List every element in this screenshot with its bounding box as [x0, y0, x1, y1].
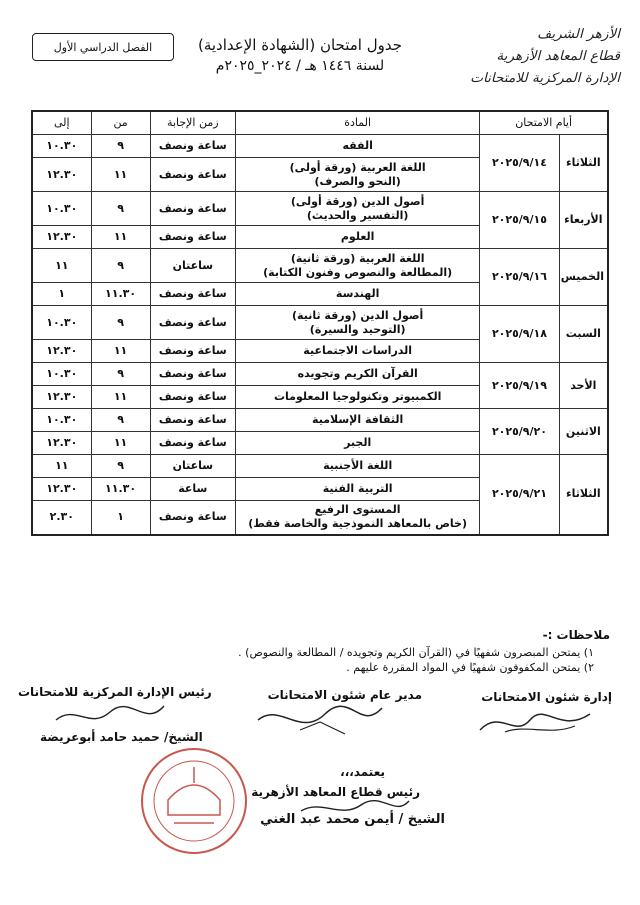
exam-start: ٩: [91, 455, 150, 478]
header-subject: المادة: [236, 111, 480, 135]
exam-start: ٩: [91, 249, 150, 283]
table-body: [32, 135, 608, 535]
document-header: [20, 18, 620, 100]
exam-duration: ساعة: [150, 478, 235, 501]
org-line-1: الأزهر الشريف: [537, 27, 620, 42]
official-seal-stamp: [138, 745, 250, 857]
exam-end: ١٢.٣٠: [32, 158, 91, 192]
exam-end: ١١: [32, 455, 91, 478]
exam-start: ١: [91, 501, 150, 535]
signature-head-name: الشيخ/ حميد حامد أبوعريضة: [40, 730, 203, 744]
exam-start: ١١.٣٠: [91, 478, 150, 501]
exam-end: ١٠.٣٠: [32, 135, 91, 158]
exam-date: ٢٠٢٥/٩/١٥: [480, 192, 559, 249]
exam-subject: الهندسة: [236, 283, 480, 306]
exam-subject: الدراسات الاجتماعية: [236, 340, 480, 363]
exam-start: ١١: [91, 386, 150, 409]
table-row: [32, 455, 608, 478]
exam-date: ٢٠٢٥/٩/١٤: [480, 135, 559, 192]
semester-label: الفصل الدراسي الأول: [32, 33, 174, 61]
azhar-letterhead-logo: [470, 24, 620, 94]
exam-start: ٩: [91, 192, 150, 226]
signature-gm-label: مدير عام شئون الامتحانات: [267, 688, 422, 702]
exam-duration: ساعة ونصف: [150, 409, 235, 432]
exam-end: ١٢.٣٠: [32, 340, 91, 363]
exam-start: ١١: [91, 340, 150, 363]
exam-duration: ساعة ونصف: [150, 501, 235, 535]
exam-date: ٢٠٢٥/٩/٢٠: [480, 409, 559, 455]
exam-duration: ساعة ونصف: [150, 192, 235, 226]
exam-end: ١٠.٣٠: [32, 409, 91, 432]
exam-end: ١٠.٣٠: [32, 363, 91, 386]
signature-exam-affairs-mark: [470, 704, 600, 740]
table-header-row: [32, 111, 608, 135]
exam-duration: ساعة ونصف: [150, 306, 235, 340]
header-from: من: [91, 111, 150, 135]
exam-end: ١٠.٣٠: [32, 306, 91, 340]
signature-head-central-mark: [50, 700, 170, 732]
exam-day: الأحد: [559, 363, 608, 409]
exam-day: الثلاثاء: [559, 455, 608, 535]
exam-duration: ساعة ونصف: [150, 386, 235, 409]
table-row: [32, 363, 608, 386]
exam-subject: اللغة العربية (ورقة ثانية) (المطالعة والنصوص وفنون الكتابة): [236, 249, 480, 283]
exam-end: ١٢.٣٠: [32, 386, 91, 409]
exam-subject: العلوم: [236, 226, 480, 249]
exam-subject: المستوى الرفيع (خاص بالمعاهد النموذجية والخاصة فقط): [236, 501, 480, 535]
exam-date: ٢٠٢٥/٩/١٨: [480, 306, 559, 363]
exam-date: ٢٠٢٥/٩/١٩: [480, 363, 559, 409]
exam-duration: ساعة ونصف: [150, 226, 235, 249]
exam-start: ٩: [91, 135, 150, 158]
exam-start: ١١: [91, 432, 150, 455]
exam-start: ١١: [91, 158, 150, 192]
document-subtitle: لسنة ١٤٤٦ هـ / ٢٠٢٤_٢٠٢٥م: [215, 58, 385, 74]
table-row: [32, 135, 608, 158]
org-line-2: قطاع المعاهد الأزهرية: [496, 49, 620, 64]
exam-start: ١١.٣٠: [91, 283, 150, 306]
exam-end: ١٢.٣٠: [32, 478, 91, 501]
exam-day: السبت: [559, 306, 608, 363]
exam-subject: القرآن الكريم وتجويده: [236, 363, 480, 386]
exam-subject: الفقه: [236, 135, 480, 158]
exam-end: ١: [32, 283, 91, 306]
exam-duration: ساعة ونصف: [150, 363, 235, 386]
exam-subject: الكمبيوتر وتكنولوجيا المعلومات: [236, 386, 480, 409]
exam-duration: ساعتان: [150, 249, 235, 283]
table-row: [32, 409, 608, 432]
signature-head-central-label: رئيس الإدارة المركزية للامتحانات: [18, 685, 212, 699]
exam-subject: التربية الفنية: [236, 478, 480, 501]
exam-start: ٩: [91, 409, 150, 432]
exam-duration: ساعة ونصف: [150, 135, 235, 158]
header-to: إلى: [32, 111, 91, 135]
notes-section: [30, 628, 610, 676]
sector-head-label: رئيس قطاع المعاهد الأزهرية: [251, 785, 420, 799]
header-days: أيام الامتحان: [480, 111, 608, 135]
exam-subject: الثقافة الإسلامية: [236, 409, 480, 432]
header-duration: زمن الإجابة: [150, 111, 235, 135]
table-row: [32, 306, 608, 340]
exam-subject: اللغة العربية (ورقة أولى) (النحو والصرف): [236, 158, 480, 192]
approval-label: يعتمد،،،: [340, 765, 385, 779]
exam-duration: ساعة ونصف: [150, 158, 235, 192]
exam-start: ١١: [91, 226, 150, 249]
exam-end: ١٢.٣٠: [32, 226, 91, 249]
notes-title: ملاحظات :-: [542, 628, 610, 642]
signature-gm-mark: [250, 700, 390, 740]
table-row: [32, 249, 608, 283]
document-title: جدول امتحان (الشهادة الإعدادية): [197, 36, 403, 54]
exam-date: ٢٠٢٥/٩/١٦: [480, 249, 559, 306]
exam-end: ١٢.٣٠: [32, 432, 91, 455]
note-item: ٢) يمتحن المكفوفون شفهيًا في المواد المقررة عليهم .: [346, 661, 594, 674]
exam-end: ٢.٣٠: [32, 501, 91, 535]
exam-end: ١١: [32, 249, 91, 283]
notes-list: [30, 646, 610, 674]
signature-exam-affairs-label: إدارة شئون الامتحانات: [481, 690, 612, 704]
exam-day: الخميس: [559, 249, 608, 306]
exam-duration: ساعة ونصف: [150, 283, 235, 306]
exam-start: ٩: [91, 363, 150, 386]
exam-duration: ساعة ونصف: [150, 340, 235, 363]
exam-subject: اللغة الأجنبية: [236, 455, 480, 478]
exam-subject: أصول الدين (ورقة أولى) (التفسير والحديث): [236, 192, 480, 226]
note-item: ١) يمتحن المبصرون شفهيًا في (القرآن الكريم وتجويده / المطالعة والنصوص) .: [238, 646, 594, 659]
exam-start: ٩: [91, 306, 150, 340]
sector-head-name: الشيخ / أيمن محمد عبد الغني: [260, 812, 445, 827]
exam-duration: ساعة ونصف: [150, 432, 235, 455]
exam-day: الاثنين: [559, 409, 608, 455]
title-block: [185, 36, 415, 74]
exam-subject: أصول الدين (ورقة ثانية) (التوحيد والسيرة): [236, 306, 480, 340]
exam-duration: ساعتان: [150, 455, 235, 478]
exam-day: الثلاثاء: [559, 135, 608, 192]
exam-day: الأربعاء: [559, 192, 608, 249]
exam-schedule-table: [31, 110, 609, 536]
exam-end: ١٠.٣٠: [32, 192, 91, 226]
table-row: [32, 192, 608, 226]
exam-date: ٢٠٢٥/٩/٢١: [480, 455, 559, 535]
org-line-3: الإدارة المركزية للامتحانات: [470, 71, 620, 86]
exam-subject: الجبر: [236, 432, 480, 455]
